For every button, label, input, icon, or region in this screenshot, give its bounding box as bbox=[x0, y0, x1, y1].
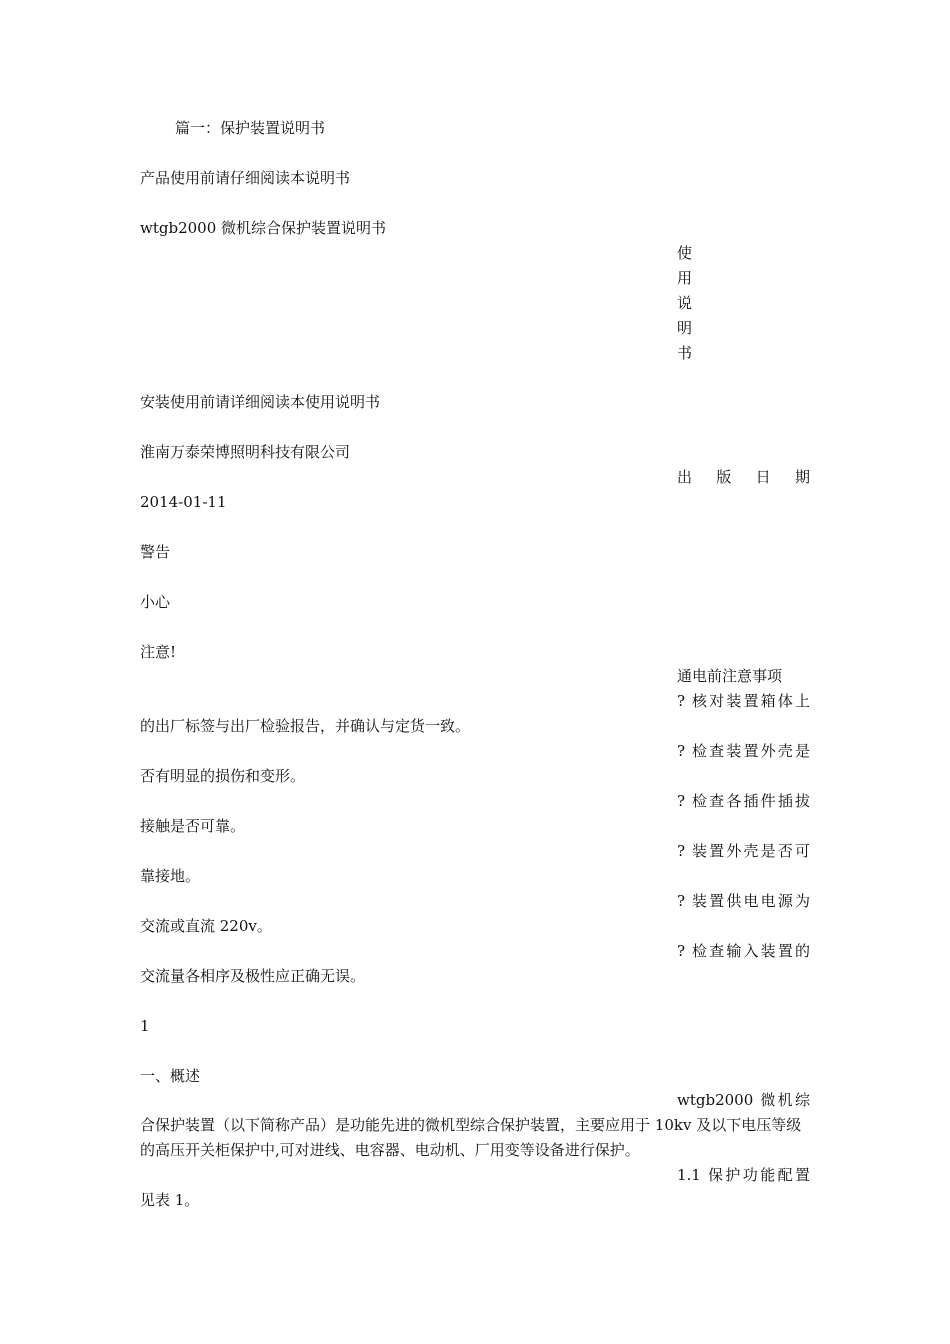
check-item-lead: ? 核对装置箱体上 bbox=[677, 692, 810, 710]
notice-label: 注意! bbox=[140, 643, 177, 661]
company-name: 淮南万泰荣博照明科技有限公司 bbox=[140, 443, 351, 461]
check-item-lead: ? 检查各插件插拔 bbox=[677, 792, 810, 810]
check-item-text: 的出厂标签与出厂检验报告，并确认与定货一致。 bbox=[140, 717, 471, 735]
publication-date: 2014-01-11 bbox=[140, 493, 227, 511]
doc-heading: 篇一：保护装置说明书 bbox=[175, 119, 326, 137]
caution-label: 小心 bbox=[140, 593, 171, 611]
section-lead: wtgb2000 微机综 bbox=[677, 1091, 810, 1109]
read-before-use-line: 产品使用前请仔细阅读本说明书 bbox=[140, 169, 351, 187]
vertical-title-char: 说 bbox=[677, 294, 693, 312]
warning-label: 警告 bbox=[140, 543, 171, 561]
check-item-lead: ? 装置外壳是否可 bbox=[677, 842, 810, 860]
vertical-title-char: 使 bbox=[677, 244, 693, 262]
pub-date-char: 出 bbox=[677, 468, 693, 486]
subsection-lead: 1.1 保护功能配置 bbox=[677, 1166, 810, 1184]
vertical-title-char: 用 bbox=[677, 269, 693, 287]
pub-date-char: 期 bbox=[794, 468, 810, 486]
check-item-text: 交流量各相序及极性应正确无误。 bbox=[140, 967, 366, 985]
pub-date-char: 日 bbox=[755, 468, 771, 486]
pub-date-char: 版 bbox=[716, 468, 732, 486]
check-item-text: 交流或直流 220v。 bbox=[140, 917, 272, 935]
check-item-lead: ? 检查输入装置的 bbox=[677, 942, 810, 960]
section-paragraph: 合保护装置（以下简称产品）是功能先进的微机型综合保护装置，主要应用于 10kv 及以下电压等级的高压开关柜保护中,可对进线、电容器、电动机、厂用变等设备进行保护。 bbox=[140, 1116, 802, 1159]
subsection-text: 见表 1。 bbox=[140, 1191, 200, 1209]
product-title: wtgb2000 微机综合保护装置说明书 bbox=[140, 219, 387, 237]
power-on-title: 通电前注意事项 bbox=[677, 667, 783, 685]
section-title: 一、概述 bbox=[140, 1067, 201, 1085]
install-read-line: 安装使用前请详细阅读本使用说明书 bbox=[140, 393, 381, 411]
check-item-lead: ? 检查装置外壳是 bbox=[677, 742, 810, 760]
check-item-text: 否有明显的损伤和变形。 bbox=[140, 767, 306, 785]
publication-date-label bbox=[677, 467, 810, 487]
vertical-title-char: 明 bbox=[677, 319, 693, 337]
check-item-lead: ? 装置供电电源为 bbox=[677, 892, 810, 910]
check-item-text: 接触是否可靠。 bbox=[140, 817, 246, 835]
check-item-text: 靠接地。 bbox=[140, 867, 201, 885]
page-number: 1 bbox=[140, 1017, 150, 1035]
vertical-title-char: 书 bbox=[677, 344, 693, 362]
